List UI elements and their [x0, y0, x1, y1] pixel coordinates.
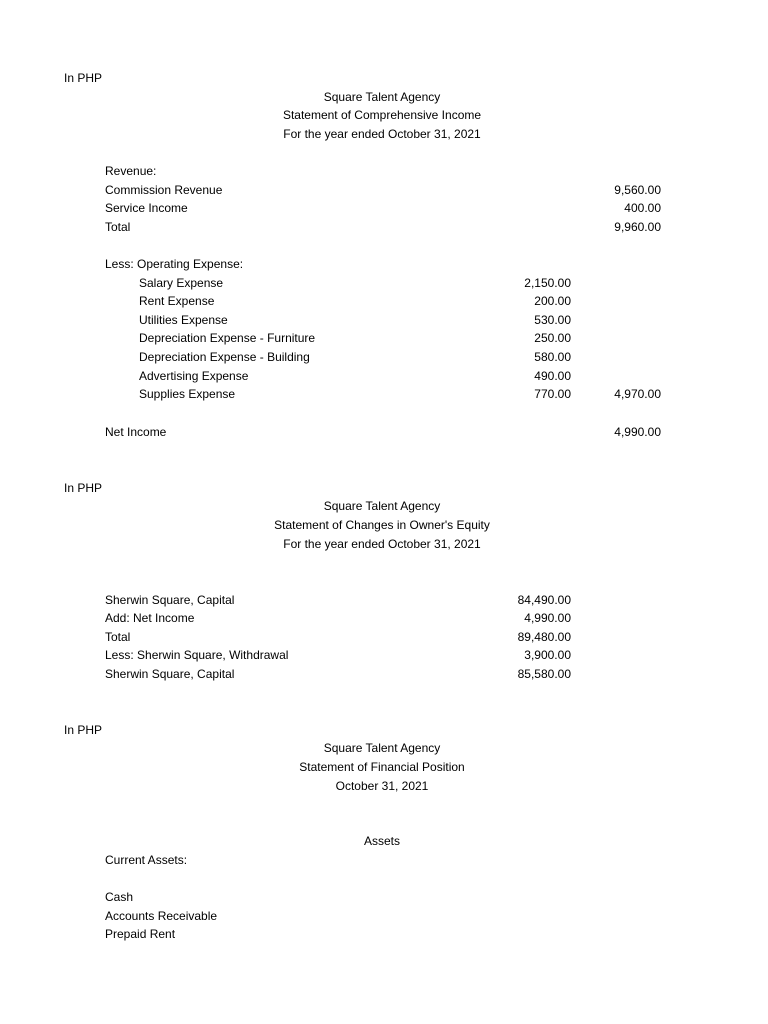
expense-label: Depreciation Expense - Building: [139, 350, 310, 364]
statement-period: For the year ended October 31, 2021: [283, 127, 481, 141]
equity-row-label: Total: [105, 630, 131, 644]
current-assets-header: Current Assets:: [105, 853, 188, 867]
expense-label: Rent Expense: [139, 294, 215, 308]
assets-header: Assets: [363, 834, 400, 848]
asset-label: Cash: [105, 890, 134, 904]
statement-title: Statement of Financial Position: [299, 760, 465, 774]
expense-label: Advertising Expense: [139, 369, 249, 383]
equity-row-amount: 85,580.00: [517, 667, 571, 681]
currency-note: In PHP: [64, 723, 103, 737]
expense-label: Salary Expense: [139, 276, 224, 290]
expense-label: Utilities Expense: [139, 313, 228, 327]
statement-title: Statement of Comprehensive Income: [282, 108, 482, 122]
expense-header: Less: Operating Expense:: [105, 257, 244, 271]
revenue-total-label: Total: [105, 220, 131, 234]
asset-label: Accounts Receivable: [105, 909, 218, 923]
currency-note: In PHP: [64, 71, 103, 85]
expense-amount: 530.00: [534, 313, 571, 327]
company-name: Square Talent Agency: [323, 90, 441, 104]
equity-row-label: Sherwin Square, Capital: [105, 667, 235, 681]
equity-row-amount: 89,480.00: [517, 630, 571, 644]
net-income-amount: 4,990.00: [614, 425, 661, 439]
expense-label: Depreciation Expense - Furniture: [139, 331, 316, 345]
revenue-amount: 9,560.00: [614, 183, 661, 197]
expense-total: 4,970.00: [614, 387, 661, 401]
equity-row-amount: 3,900.00: [524, 648, 571, 662]
expense-amount: 2,150.00: [524, 276, 571, 290]
asset-label: Prepaid Rent: [105, 927, 176, 941]
revenue-label: Commission Revenue: [105, 183, 223, 197]
currency-note: In PHP: [64, 481, 103, 495]
equity-row-label: Add: Net Income: [105, 611, 195, 625]
expense-amount: 490.00: [534, 369, 571, 383]
company-name: Square Talent Agency: [323, 741, 441, 755]
expense-amount: 580.00: [534, 350, 571, 364]
statement-title: Statement of Changes in Owner's Equity: [274, 518, 490, 532]
revenue-total: 9,960.00: [614, 220, 661, 234]
revenue-amount: 400.00: [624, 201, 661, 215]
revenue-header: Revenue:: [105, 164, 157, 178]
equity-row-amount: 84,490.00: [517, 593, 571, 607]
revenue-label: Service Income: [105, 201, 188, 215]
statement-period: For the year ended October 31, 2021: [283, 537, 481, 551]
equity-row-label: Less: Sherwin Square, Withdrawal: [105, 648, 289, 662]
equity-row-amount: 4,990.00: [524, 611, 571, 625]
expense-label: Supplies Expense: [139, 387, 236, 401]
equity-row-label: Sherwin Square, Capital: [105, 593, 235, 607]
net-income-label: Net Income: [105, 425, 167, 439]
expense-amount: 200.00: [534, 294, 571, 308]
statement-date: October 31, 2021: [335, 779, 429, 793]
expense-amount: 250.00: [534, 331, 571, 345]
expense-amount: 770.00: [534, 387, 571, 401]
company-name: Square Talent Agency: [323, 499, 441, 513]
